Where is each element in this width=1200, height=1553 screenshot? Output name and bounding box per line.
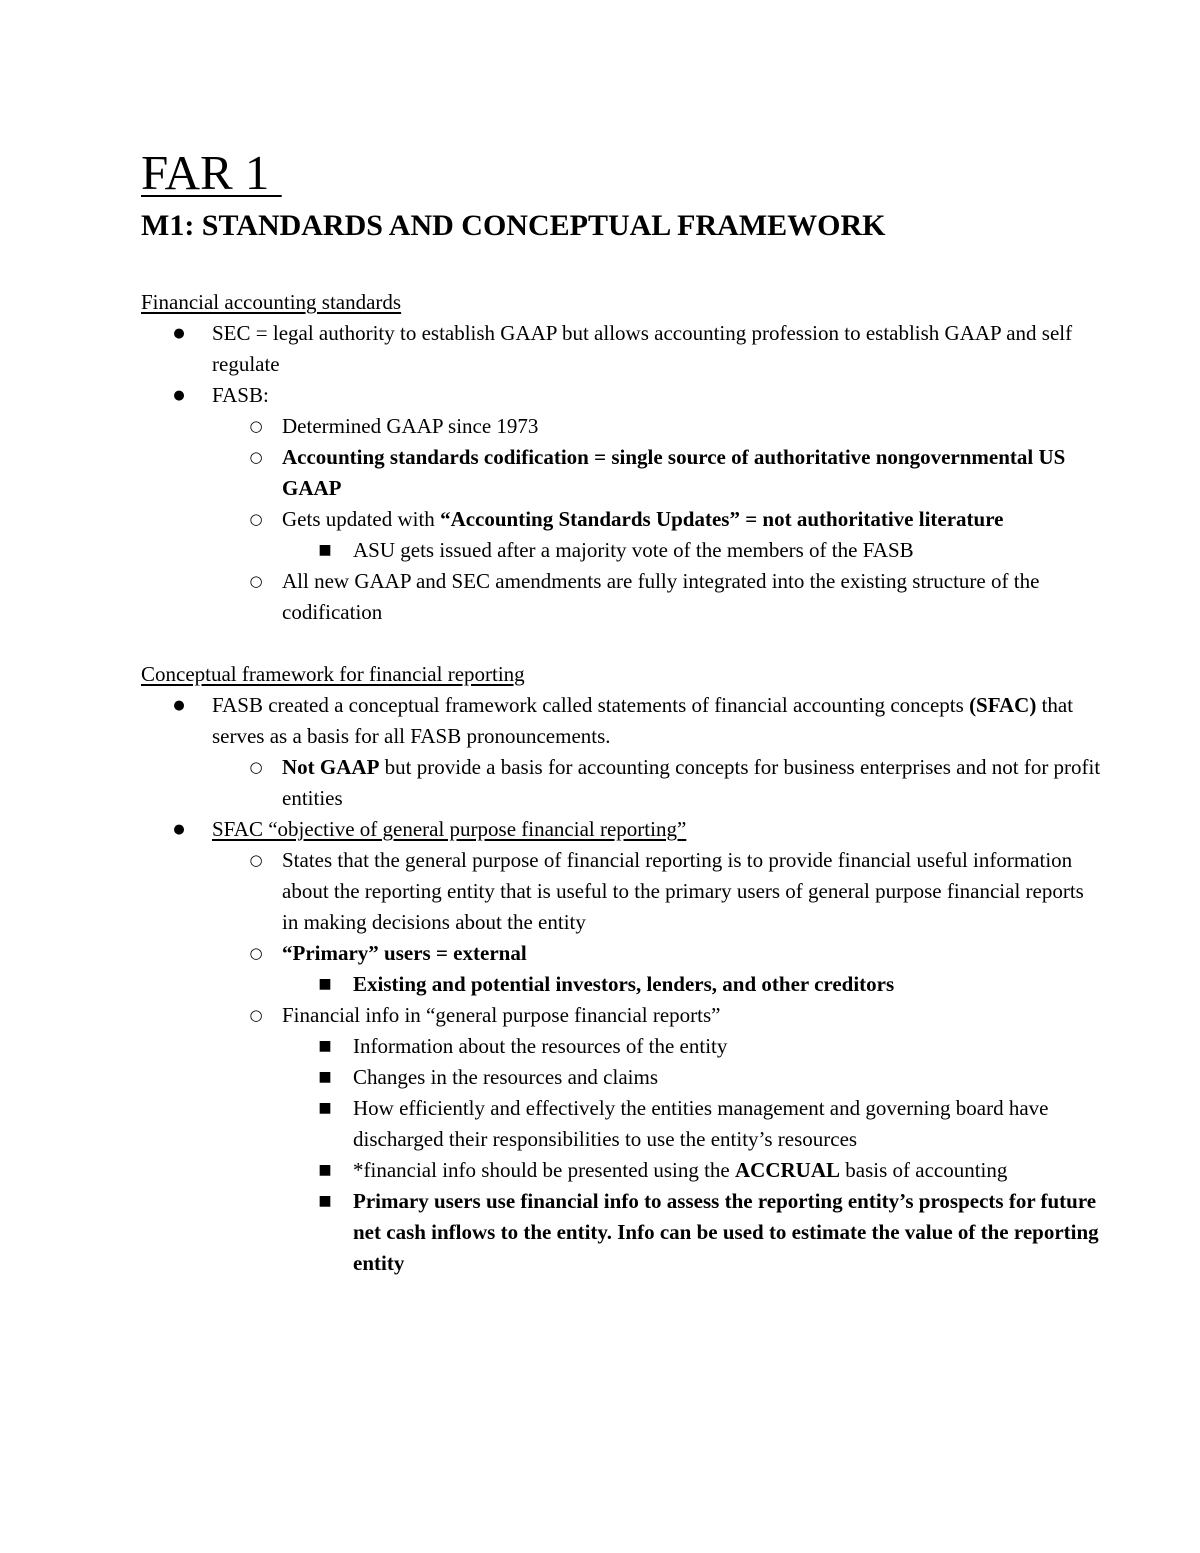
bullet-square-icon: ■ (318, 1069, 332, 1085)
bullet-circle-icon: ○ (249, 510, 263, 528)
item-text: Changes in the resources and claims (353, 1065, 658, 1089)
item-text: *financial info should be presented using the (353, 1158, 735, 1182)
item-text: Information about the resources of the entity (353, 1034, 728, 1058)
bullet-disc-icon: ● (173, 698, 185, 713)
item-text-bold: Not GAAP (282, 755, 380, 779)
item-text: All new GAAP and SEC amendments are fully integrated into the existing structure of the codification (282, 569, 1040, 624)
item-text-bold: Accounting standards codification = single source of authoritative nongovernmental US GAAP (282, 445, 1066, 500)
doc-body (141, 287, 1101, 1279)
item-text-bold: Primary users use financial info to assess the reporting entity’s prospects for future net cash inflows to the entity. Info can be used to estimate the value of the reporting entity (353, 1189, 1099, 1275)
list-item (141, 690, 1101, 752)
list-item (141, 380, 1101, 411)
bullet-disc-icon: ● (173, 326, 185, 341)
item-text: that serves as a basis for all FASB pronouncements. (212, 693, 1074, 748)
item-text-bold: “Primary” users = external (282, 941, 527, 965)
list-item (141, 1031, 1101, 1062)
bullet-disc-icon: ● (173, 822, 185, 837)
doc-subtitle: M1: STANDARDS AND CONCEPTUAL FRAMEWORK (141, 209, 886, 242)
bullet-square-icon: ■ (318, 976, 332, 992)
list-item (141, 814, 1101, 845)
list-item (141, 535, 1101, 566)
spacer (141, 628, 1101, 659)
item-text: but provide a basis for accounting concepts for business enterprises and not for profit entities (282, 755, 1101, 810)
list-item (141, 752, 1101, 814)
bullet-square-icon: ■ (318, 542, 332, 558)
item-text: basis of accounting (840, 1158, 1008, 1182)
list-item (141, 566, 1101, 628)
list-item (141, 504, 1101, 535)
list-item (141, 1155, 1101, 1186)
item-text-bold: ACCRUAL (735, 1158, 840, 1182)
bullet-square-icon: ■ (318, 1193, 332, 1209)
bullet-circle-icon: ○ (249, 448, 263, 466)
item-text: How efficiently and effectively the entities management and governing board have discharged their responsibilities to use the entity’s resources (353, 1096, 1049, 1151)
list-item (141, 1186, 1101, 1279)
bullet-circle-icon: ○ (249, 417, 263, 435)
item-text: SEC = legal authority to establish GAAP but allows accounting profession to establish GAAP and self regulate (212, 321, 1073, 376)
section-heading-conceptual-framework: Conceptual framework for financial reporting (141, 662, 525, 686)
item-text: ASU gets issued after a majority vote of the members of the FASB (353, 538, 914, 562)
bullet-circle-icon: ○ (249, 758, 263, 776)
bullet-circle-icon: ○ (249, 944, 263, 962)
list-item (141, 1093, 1101, 1155)
doc-title: FAR 1 (141, 145, 282, 200)
item-text-bold: Existing and potential investors, lenders, and other creditors (353, 972, 895, 996)
item-text: States that the general purpose of financial reporting is to provide financial useful information about the reporting entity that is useful to the primary users of general purpose financial reports in making decisions about the entity (282, 848, 1084, 934)
bullet-square-icon: ■ (318, 1100, 332, 1116)
list-item (141, 411, 1101, 442)
bullet-disc-icon: ● (173, 388, 185, 403)
item-text-underlined: SFAC “objective of general purpose financial reporting” (212, 817, 687, 841)
item-text: Determined GAAP since 1973 (282, 414, 539, 438)
list-item (141, 1000, 1101, 1031)
item-text-bold: (SFAC) (969, 693, 1037, 717)
item-text-bold: “Accounting Standards Updates” = not authoritative literature (440, 507, 1004, 531)
list-item (141, 938, 1101, 969)
list-item (141, 442, 1101, 504)
section-heading-financial-accounting-standards: Financial accounting standards (141, 290, 402, 314)
item-text: Financial info in “general purpose financial reports” (282, 1003, 721, 1027)
item-text: FASB: (212, 383, 269, 407)
bullet-circle-icon: ○ (249, 572, 263, 590)
bullet-square-icon: ■ (318, 1162, 332, 1178)
list-item (141, 1062, 1101, 1093)
list-item (141, 969, 1101, 1000)
bullet-circle-icon: ○ (249, 851, 263, 869)
bullet-square-icon: ■ (318, 1038, 332, 1054)
item-text: FASB created a conceptual framework called statements of financial accounting concepts (212, 693, 970, 717)
list-item (141, 318, 1101, 380)
list-item (141, 845, 1101, 938)
bullet-circle-icon: ○ (249, 1006, 263, 1024)
item-text: Gets updated with (282, 507, 441, 531)
